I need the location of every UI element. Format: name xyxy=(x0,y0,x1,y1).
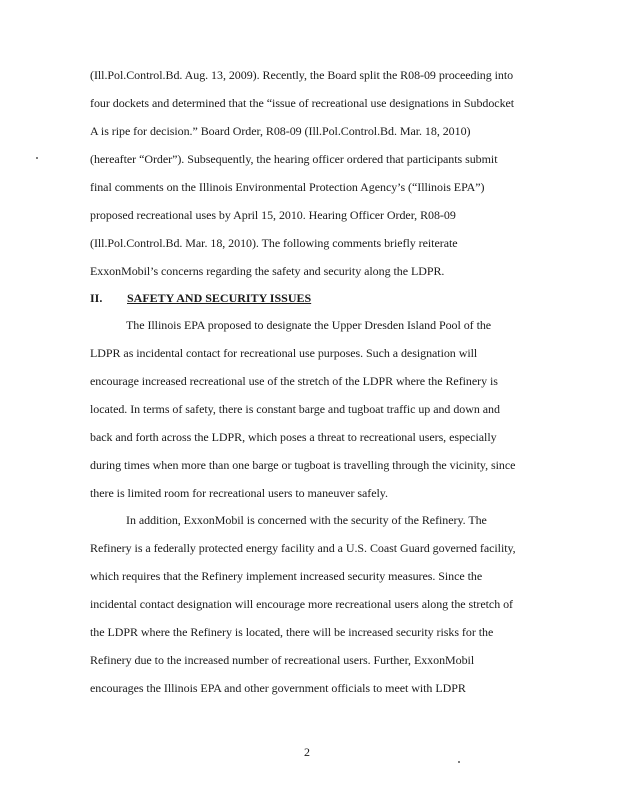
text-line: four dockets and determined that the “issue of recreational use designations in Subdocket xyxy=(90,96,515,110)
section-number: II. xyxy=(90,291,103,305)
text-line: incidental contact designation will encourage more recreational users along the stretch of xyxy=(90,597,514,611)
text-line: (Ill.Pol.Control.Bd. Aug. 13, 2009). Recently, the Board split the R08-09 proceeding into xyxy=(90,68,514,82)
text-line: (Ill.Pol.Control.Bd. Mar. 18, 2010). The following comments briefly reiterate xyxy=(90,236,458,250)
page-number: 2 xyxy=(304,745,310,759)
text-line: encourage increased recreational use of the stretch of the LDPR where the Refinery is xyxy=(90,374,498,388)
text-line: there is limited room for recreational users to maneuver safely. xyxy=(90,486,388,500)
text-line: Refinery is a federally protected energy facility and a U.S. Coast Guard governed facility, xyxy=(90,541,516,555)
text-line: encourages the Illinois EPA and other government officials to meet with LDPR xyxy=(90,681,466,695)
text-line: In addition, ExxonMobil is concerned with the security of the Refinery. The xyxy=(126,513,487,527)
scan-speck xyxy=(458,761,460,763)
text-line: The Illinois EPA proposed to designate the Upper Dresden Island Pool of the xyxy=(126,318,492,332)
text-line: A is ripe for decision.” Board Order, R08-09 (Ill.Pol.Control.Bd. Mar. 18, 2010) xyxy=(90,124,471,138)
text-line: located. In terms of safety, there is constant barge and tugboat traffic up and down and xyxy=(90,402,500,416)
text-line: final comments on the Illinois Environmental Protection Agency’s (“Illinois EPA”) xyxy=(90,180,485,194)
section-title: SAFETY AND SECURITY ISSUES xyxy=(127,291,312,305)
text-line: LDPR as incidental contact for recreational use purposes. Such a designation will xyxy=(90,346,478,360)
text-line: (hereafter “Order”). Subsequently, the hearing officer ordered that participants submit xyxy=(90,152,498,166)
text-line: which requires that the Refinery implement increased security measures. Since the xyxy=(90,569,483,583)
text-line: Refinery due to the increased number of recreational users. Further, ExxonMobil xyxy=(90,653,475,667)
text-line: ExxonMobil’s concerns regarding the safety and security along the LDPR. xyxy=(90,264,445,278)
scan-speck xyxy=(36,157,38,159)
text-line: back and forth across the LDPR, which poses a threat to recreational users, especially xyxy=(90,430,497,444)
text-line: the LDPR where the Refinery is located, there will be increased security risks for the xyxy=(90,625,494,639)
text-line: proposed recreational uses by April 15, 2010. Hearing Officer Order, R08-09 xyxy=(90,208,456,222)
text-line: during times when more than one barge or tugboat is travelling through the vicinity, since xyxy=(90,458,516,472)
